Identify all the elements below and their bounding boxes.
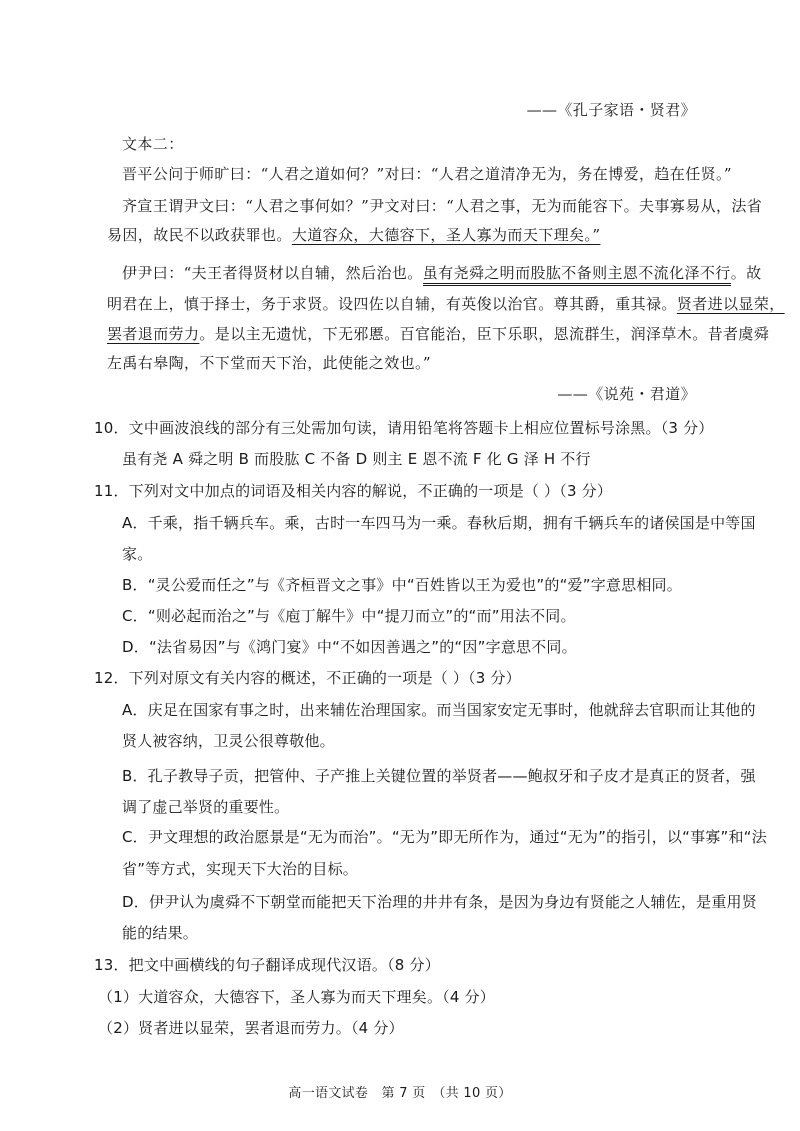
question-11-option-c: C．“则必起而治之”与《庖丁解牛》中“提刀而立”的“而”用法不同。 bbox=[122, 607, 576, 625]
question-11-option-d: D．“法省易因”与《鸿门宴》中“不如因善遇之”的“因”字意思不同。 bbox=[122, 638, 577, 656]
question-12-option-a-line-2: 贤人被容纳，卫灵公很尊敬他。 bbox=[122, 732, 335, 750]
source-citation-1: ——《孔子家语・贤君》 bbox=[526, 101, 696, 119]
question-12-option-b-line-2: 调了虚己举贤的重要性。 bbox=[122, 798, 290, 816]
wavy-line-sentence: 虽有尧舜之明而股肱不备则主恩不流化泽不行 bbox=[423, 264, 731, 286]
question-12-stem: 12．下列对原文有关内容的概述，不正确的一项是（ ）（3 分） bbox=[94, 669, 521, 687]
passage-text: 。是以主无遗忧，下无邪慝。百官能治，臣下乐职，恩流群生，润泽草木。昔者虞舜 bbox=[199, 325, 770, 343]
question-13-item-1: （1）大道容众，大德容下，圣人寡为而天下理矣。（4 分） bbox=[98, 988, 495, 1006]
question-11-option-b: B．“灵公爱而任之”与《齐桓晋文之事》中“百姓皆以王为爱也”的“爱”字意思相同。 bbox=[122, 576, 682, 594]
passage-paragraph-3-line-2 bbox=[107, 294, 785, 314]
passage-text: 伊尹曰：“夫王者得贤材以自辅，然后治也。 bbox=[122, 264, 423, 282]
passage-paragraph-3-line-3 bbox=[107, 324, 769, 344]
question-10-options: 虽有尧 A 舜之明 B 而股肱 C 不备 D 则主 E 恩不流 F 化 G 泽 H 不行 bbox=[122, 450, 591, 468]
underlined-sentence-2b: 罢者退而劳力 bbox=[107, 325, 200, 343]
question-12-option-c-line-1: C．尹文理想的政治愿景是“无为而治”。“无为”即无所作为，通过“无为”的指引，以“事寡”和“法 bbox=[122, 828, 767, 846]
question-10-stem: 10．文中画波浪线的部分有三处需加句读，请用铅笔将答题卡上相应位置标号涂黑。（3 分） bbox=[94, 419, 714, 437]
question-11-option-a-line-2: 家。 bbox=[122, 545, 153, 563]
question-13-stem: 13．把文中画横线的句子翻译成现代汉语。（8 分） bbox=[94, 956, 440, 974]
underlined-sentence-1: 大道容众，大德容下，圣人寡为而天下理矣。” bbox=[291, 226, 601, 244]
underlined-sentence-2a: 贤者进以显荣， bbox=[676, 295, 785, 313]
passage-text: 明君在上，慎于择士，务于求贤。设四佐以自辅，有英俊以治官。尊其爵，重其禄。 bbox=[107, 295, 677, 313]
passage-paragraph-1: 晋平公问于师旷曰：“人君之道如何？”对曰：“人君之道清净无为，务在博爱，趋在任贤。” bbox=[122, 165, 732, 183]
passage-paragraph-2-line-1: 齐宣王谓尹文曰：“人君之事何如？”尹文对曰：“人君之事，无为而能容下。夫事寡易从，法省 bbox=[122, 197, 763, 215]
question-13-item-2: （2）贤者进以显荣，罢者退而劳力。（4 分） bbox=[98, 1019, 404, 1037]
source-citation-2: ——《说苑・君道》 bbox=[557, 385, 696, 403]
passage-paragraph-3-line-1 bbox=[122, 263, 762, 283]
question-12-option-b-line-1: B．孔子教导子贡，把管仲、子产推上关键位置的举贤者——鲍叔牙和子皮才是真正的贤者，强 bbox=[122, 767, 756, 785]
question-12-option-c-line-2: 省”等方式，实现天下大治的目标。 bbox=[122, 860, 358, 878]
passage-text: 易因，故民不以政获罪也。 bbox=[107, 226, 292, 244]
question-11-stem: 11．下列对文中加点的词语及相关内容的解说，不正确的一项是（ ）（3 分） bbox=[94, 482, 613, 500]
question-12-option-d-line-2: 能的结果。 bbox=[122, 924, 199, 942]
passage-text: 。故 bbox=[730, 264, 762, 282]
passage-paragraph-2-line-2 bbox=[107, 225, 600, 245]
text2-label: 文本二： bbox=[122, 135, 184, 153]
question-12-option-a-line-1: A．庆足在国家有事之时，出来辅佐治理国家。而当国家安定无事时，他就辞去官职而让其他的 bbox=[122, 701, 756, 719]
page-footer: 高一语文试卷 第 7 页 （共 10 页） bbox=[288, 1086, 512, 1101]
passage-paragraph-3-line-4: 左禹右皋陶，不下堂而天下治，此使能之效也。” bbox=[107, 354, 431, 372]
question-12-option-d-line-1: D．伊尹认为虞舜不下朝堂而能把天下治理的井井有条，是因为身边有贤能之人辅佐，是重用贤 bbox=[122, 893, 757, 911]
question-11-option-a-line-1: A．千乘，指千辆兵车。乘，古时一车四马为一乘。春秋后期，拥有千辆兵车的诸侯国是中等国 bbox=[122, 514, 756, 532]
